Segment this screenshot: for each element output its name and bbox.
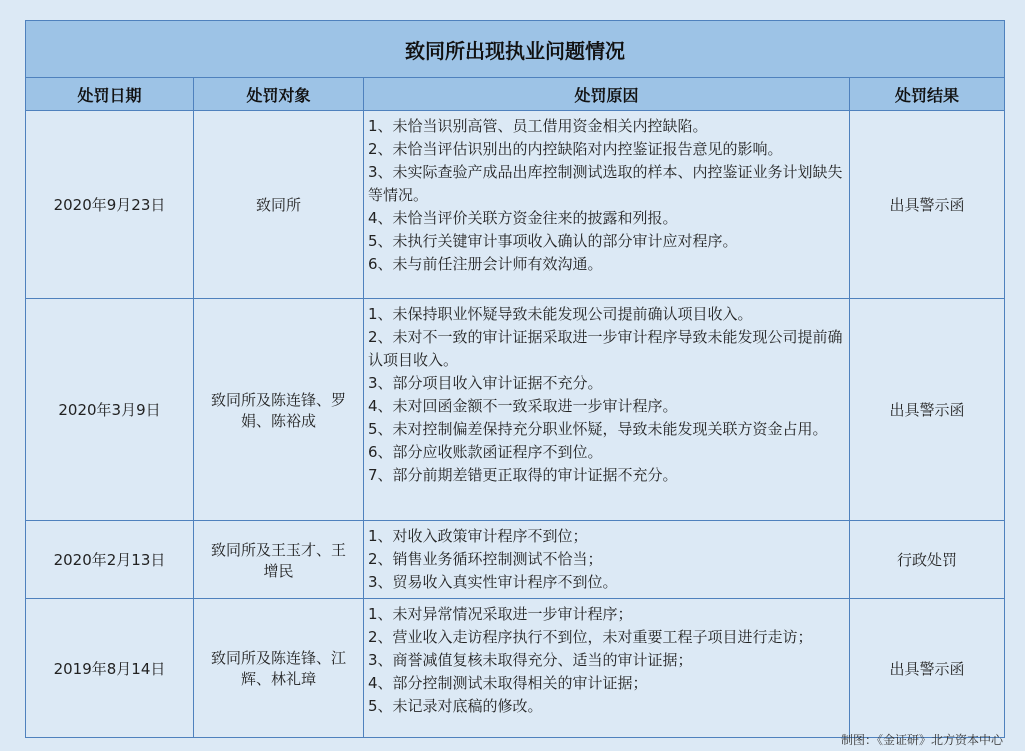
reason-item: 5、未执行关键审计事项收入确认的部分审计应对程序。 (368, 232, 738, 250)
penalty-table-frame (25, 20, 1004, 738)
table-title: 致同所出现执业问题情况 (26, 21, 1005, 78)
row-date: 2020年3月9日 (26, 299, 194, 521)
chart-credit: 制图：《金证研》北方资本中心 (840, 733, 1003, 747)
row-reasons (364, 111, 850, 299)
table-row (26, 521, 1005, 599)
reason-item: 1、对收入政策审计程序不到位； (368, 527, 588, 545)
reason-item: 4、未对回函金额不一致采取进一步审计程序。 (368, 397, 678, 415)
row-result: 出具警示函 (850, 111, 1005, 299)
header-result: 处罚结果 (850, 78, 1005, 111)
table-row (26, 299, 1005, 521)
row-reasons (364, 521, 850, 599)
reason-item: 4、未恰当评价关联方资金往来的披露和列报。 (368, 209, 678, 227)
reason-item: 3、贸易收入真实性审计程序不到位。 (368, 573, 618, 591)
reason-item: 1、未恰当识别高管、员工借用资金相关内控缺陷。 (368, 117, 708, 135)
reason-item: 2、未对不一致的审计证据采取进一步审计程序导致未能发现公司提前确认项目收入。 (368, 328, 843, 369)
reason-item: 6、部分应收账款函证程序不到位。 (368, 443, 603, 461)
row-reasons (364, 599, 850, 738)
header-target: 处罚对象 (194, 78, 364, 111)
header-row (26, 78, 1005, 111)
row-reasons (364, 299, 850, 521)
row-target: 致同所及王玉才、王增民 (194, 521, 364, 599)
reason-item: 2、未恰当评估识别出的内控缺陷对内控鉴证报告意见的影响。 (368, 140, 783, 158)
reason-item: 3、未实际查验产成品出库控制测试选取的样本、内控鉴证业务计划缺失等情况。 (368, 163, 843, 204)
reason-item: 7、部分前期差错更正取得的审计证据不充分。 (368, 466, 678, 484)
reason-item: 6、未与前任注册会计师有效沟通。 (368, 255, 603, 273)
penalty-table (25, 20, 1005, 738)
row-result: 出具警示函 (850, 299, 1005, 521)
row-result: 出具警示函 (850, 599, 1005, 738)
reason-item: 5、未记录对底稿的修改。 (368, 697, 543, 715)
table-row (26, 599, 1005, 738)
header-date: 处罚日期 (26, 78, 194, 111)
row-target: 致同所及陈连锋、罗娟、陈裕成 (194, 299, 364, 521)
reason-item: 2、营业收入走访程序执行不到位，未对重要工程子项目进行走访； (368, 628, 813, 646)
header-reason: 处罚原因 (364, 78, 850, 111)
row-target: 致同所及陈连锋、江辉、林礼璋 (194, 599, 364, 738)
table-row (26, 111, 1005, 299)
row-date: 2020年2月13日 (26, 521, 194, 599)
reason-item: 3、商誉减值复核未取得充分、适当的审计证据； (368, 651, 693, 669)
reason-item: 2、销售业务循环控制测试不恰当； (368, 550, 603, 568)
reason-item: 3、部分项目收入审计证据不充分。 (368, 374, 603, 392)
reason-item: 5、未对控制偏差保持充分职业怀疑，导致未能发现关联方资金占用。 (368, 420, 828, 438)
reason-item: 1、未对异常情况采取进一步审计程序； (368, 605, 633, 623)
reason-item: 4、部分控制测试未取得相关的审计证据； (368, 674, 648, 692)
row-result: 行政处罚 (850, 521, 1005, 599)
row-target: 致同所 (194, 111, 364, 299)
reason-item: 1、未保持职业怀疑导致未能发现公司提前确认项目收入。 (368, 305, 753, 323)
row-date: 2019年8月14日 (26, 599, 194, 738)
row-date: 2020年9月23日 (26, 111, 194, 299)
